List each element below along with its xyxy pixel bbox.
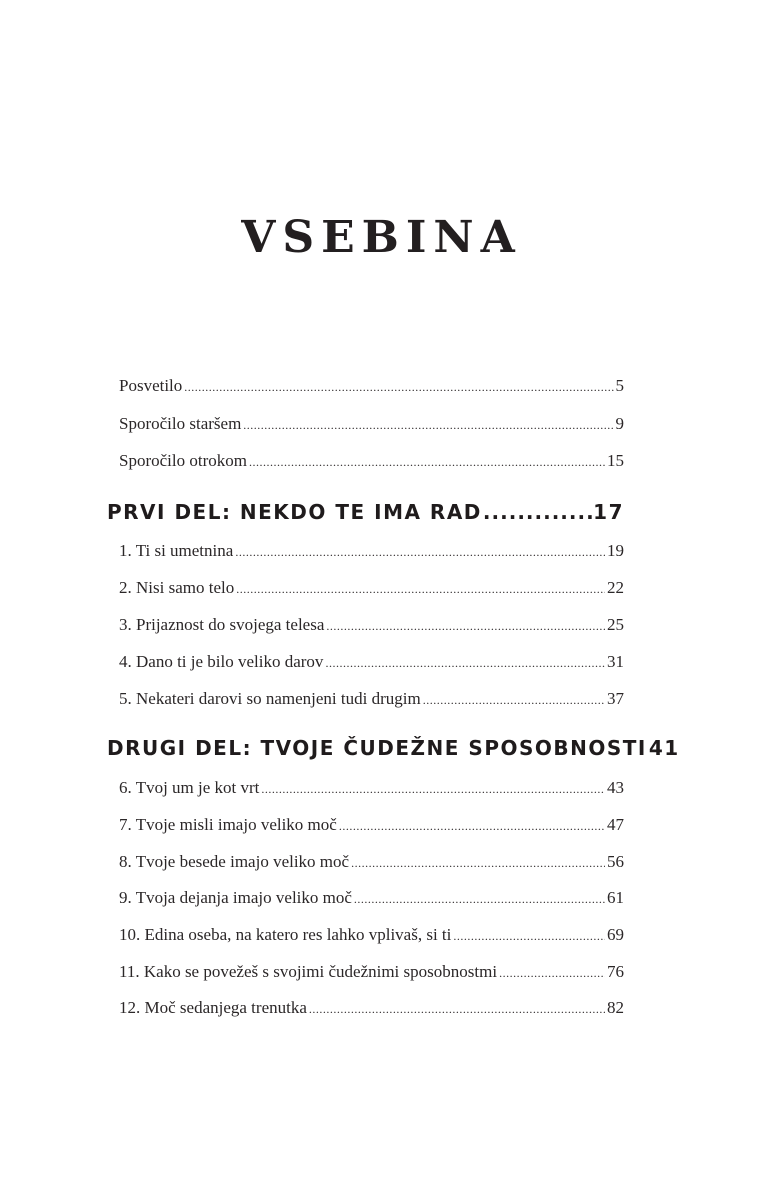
- dot-leader: [235, 539, 605, 565]
- entry-label: 8. Tvoje besede imajo veliko moč: [119, 852, 350, 871]
- toc-chapter-2[interactable]: [119, 575, 624, 601]
- entry-page-number: 15: [607, 451, 624, 470]
- toc-chapter-7[interactable]: [119, 812, 624, 838]
- part-label: PRVI DEL: NEKDO TE IMA RAD: [107, 500, 482, 524]
- dot-leader: [261, 776, 605, 802]
- toc-chapter-9[interactable]: [119, 885, 624, 911]
- entry-page-number: 76: [607, 962, 624, 981]
- toc-part-heading-drugi-del[interactable]: [107, 733, 680, 763]
- dot-leader: [243, 412, 613, 438]
- entry-page-number: 37: [607, 689, 624, 708]
- toc-chapter-11[interactable]: [119, 959, 624, 985]
- entry-label: 12. Moč sedanjega trenutka: [119, 998, 307, 1017]
- toc-chapter-5[interactable]: [119, 686, 624, 712]
- dot-leader: [249, 449, 605, 475]
- entry-label: 9. Tvoja dejanja imajo veliko moč: [119, 888, 352, 907]
- entry-page-number: 61: [607, 888, 624, 907]
- entry-label: 5. Nekateri darovi so namenjeni tudi drugim: [119, 689, 421, 708]
- entry-label: 11. Kako se povežeš s svojimi čudežnimi sposobnostmi: [119, 962, 498, 981]
- entry-label: 10. Edina oseba, na katero res lahko vplivaš, si ti: [119, 925, 452, 944]
- entry-label: 1. Ti si umetnina: [119, 541, 234, 560]
- toc-chapter-10[interactable]: [119, 922, 624, 948]
- entry-page-number: 5: [615, 376, 624, 395]
- entry-page-number: 31: [607, 652, 624, 671]
- part-page-number: 41: [648, 736, 680, 760]
- entry-label: 2. Nisi samo telo: [119, 578, 235, 597]
- entry-page-number: 22: [607, 578, 624, 597]
- dot-leader: [499, 960, 605, 986]
- dot-leader: [325, 650, 605, 676]
- dot-leader: [453, 923, 605, 949]
- dot-leader: [236, 576, 605, 602]
- toc-part-heading-prvi-del[interactable]: [107, 497, 624, 527]
- toc-chapter-12[interactable]: [119, 995, 624, 1021]
- toc-entry-posvetilo[interactable]: [119, 373, 624, 399]
- entry-label: Sporočilo otrokom: [119, 451, 247, 470]
- entry-label: 6. Tvoj um je kot vrt: [119, 778, 260, 797]
- dot-leader: [423, 687, 605, 713]
- dot-leader: [354, 886, 605, 912]
- toc-chapter-3[interactable]: [119, 612, 624, 638]
- entry-page-number: 56: [607, 852, 624, 871]
- toc-chapter-4[interactable]: [119, 649, 624, 675]
- entry-label: 7. Tvoje misli imajo veliko moč: [119, 815, 337, 834]
- entry-page-number: 25: [607, 615, 624, 634]
- dot-leader: [483, 497, 592, 527]
- entry-page-number: 82: [607, 998, 624, 1017]
- dot-leader: [184, 374, 613, 400]
- dot-leader: [339, 813, 605, 839]
- entry-page-number: 19: [607, 541, 624, 560]
- part-page-number: 17: [593, 500, 624, 524]
- toc-chapter-6[interactable]: [119, 775, 624, 801]
- entry-page-number: 47: [607, 815, 624, 834]
- toc-entry-sporocilo-starsem[interactable]: [119, 411, 624, 437]
- entry-page-number: 43: [607, 778, 624, 797]
- entry-label: 4. Dano ti je bilo veliko darov: [119, 652, 324, 671]
- toc-entry-sporocilo-otrokom[interactable]: [119, 448, 624, 474]
- entry-label: 3. Prijaznost do svojega telesa: [119, 615, 325, 634]
- entry-label: Posvetilo: [119, 376, 183, 395]
- toc-chapter-1[interactable]: [119, 538, 624, 564]
- dot-leader: [326, 613, 605, 639]
- entry-page-number: 9: [615, 414, 624, 433]
- page-title: VSEBINA: [241, 212, 522, 263]
- entry-label: Sporočilo staršem: [119, 414, 242, 433]
- entry-page-number: 69: [607, 925, 624, 944]
- part-label: DRUGI DEL: TVOJE ČUDEŽNE SPOSOBNOSTI: [107, 736, 647, 760]
- dot-leader: [309, 996, 605, 1022]
- toc-chapter-8[interactable]: [119, 849, 624, 875]
- dot-leader: [351, 850, 605, 876]
